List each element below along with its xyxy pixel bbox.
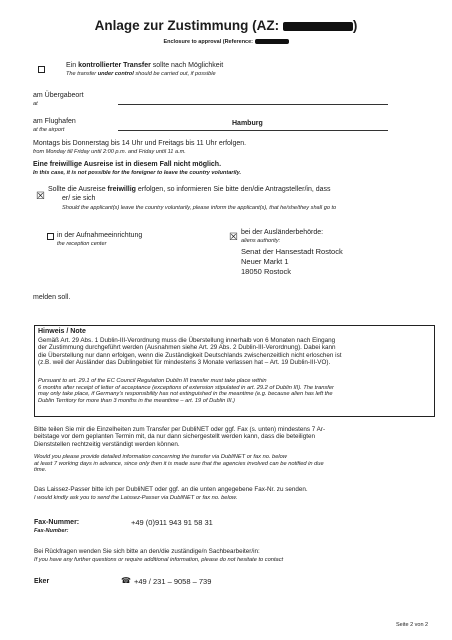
page-number: Seite 2 von 2 [396,622,429,628]
request-en-line: time. [34,467,47,474]
subtitle-text: Enclosure to approval (Reference: [163,39,254,45]
title-text: Anlage zur Zustimmung (AZ: [94,18,280,33]
voluntary-departure-label: Sollte die Ausreise freiwillig erfolgen, so informieren Sie bitte den/die Antragsteller/in, dass [48,186,331,193]
request-de [34,426,436,448]
airport-field[interactable] [118,130,388,131]
address-line: Senat der Hansestadt Rostock [241,247,343,256]
request-de-line: beitstage vor dem geplanten Termin mit, da nur dann sichergestellt werden kann, dass die beteiligten [34,433,315,441]
notice-de [38,337,431,366]
contact-phone: +49 / 231 – 9058 – 739 [134,577,212,586]
notice-heading: Hinweis / Note [38,328,86,335]
inquiry-en: If you have any further questions or require additional information, please do not hesitate to contact [34,557,284,563]
voluntary-departure-checkbox[interactable] [36,186,45,202]
aliens-authority-checkbox[interactable] [229,227,238,245]
request-de-line: Dienststellen rechtzeitig verständigt werden können. [34,440,180,448]
address-line: Neuer Markt 1 [241,257,289,266]
aliens-authority-label: bei der Ausländerbehörde: [241,229,324,236]
aliens-authority-label-en: aliens authority: [241,238,281,244]
redaction-mark [283,22,353,31]
voluntary-departure-label-en: Should the applicant(s) leave the country voluntarily, please inform the applicant(s), that he/she/they shall go to [62,205,337,211]
request-de-line: Bitte teilen Sie mir die Einzelheiten zum Transfer per DubliNET oder ggf. Fax (s. unten) mindestens 7 Ar- [34,426,326,433]
inquiry-de: Bei Rückfragen wenden Sie sich bitte an den/die zuständige/n Sachbearbeiter/in: [34,548,260,555]
notice-de-line: (z.B. weil der Ausländer das Dublingebiet für mindestens 3 Monate verlassen hat – Art. 19 Dublin-III-VO). [38,358,331,366]
voluntary-departure-label-2: er/ sie sich [62,195,96,202]
notice-de-line: der Zustimmung durchgeführt werden (Ausnahmen siehe Art. 29 Abs. 2 Dublin-III-Verordnung). Dabei kann [38,344,336,352]
notice-en-line: 6 months after receipt of letter of acceptance (exceptions of extension stipulated in art. 29.2 of Dublin III). The transfer [38,384,334,391]
authority-address [241,247,343,277]
reception-center-label-en: the reception center [57,241,107,247]
laissez-passer-de: Das Laissez-Passer bitte ich per DubliNET oder ggf. an die unten angegebene Fax-Nr. zu senden. [34,486,308,493]
transfer-point-field[interactable] [118,104,388,105]
request-en-line: Would you please provide detailed information concerning the transfer via DubliNET or fax no. below [34,454,287,460]
controlled-transfer-label: Ein kontrollierter Transfer sollte nach Möglichkeit [66,62,224,69]
checked-x-icon: ☒ [36,191,45,202]
notice-en-line: Pursuant to art. 29.1 of the EC Council Regulation Dublin III transfer must take place within [38,378,267,384]
title-end: ) [352,18,358,33]
phone-icon: ☎ [121,576,131,585]
fax-number: +49 (0)911 943 91 58 31 [131,518,213,527]
laissez-passer-en: I would kindly ask you to send the Laissez-Passer via DubliNET or fax no. below. [34,495,238,501]
request-en-line: at least 7 working days in advance, since only then it is made sure that the agencies involved can be notified in due [34,460,324,467]
contact-name: Eker [34,578,50,585]
transfer-times-en: from Monday till Friday until 2:00 p.m. and Friday until 11 a.m. [33,149,186,155]
airport-label: am Flughafen [33,118,76,125]
page-title [0,18,452,33]
report-text: melden soll. [33,294,71,301]
notice-box [34,325,435,417]
address-line: 18050 Rostock [241,267,292,276]
controlled-transfer-checkbox[interactable] [38,66,45,73]
fax-label-en: Fax-Number: [34,528,69,534]
airport-label-en: at the airport [33,127,65,133]
controlled-transfer-label-en: The transfer under control should be carried out, if possible [66,71,216,77]
notice-en-line: Dublin Territory for more than 3 months in the meantime – art. 19 of Dublin III.) [38,398,236,405]
checked-x-icon: ☒ [229,232,238,243]
transfer-times: Montags bis Donnerstag bis 14 Uhr und Freitags bis 11 Uhr erfolgen. [33,140,247,147]
transfer-point-label-en: at [33,101,38,107]
voluntary-note-en: In this case, it is not possible for the foreigner to leave the country voluntarily. [33,170,242,176]
request-en [34,454,436,474]
redaction-mark-small [255,39,289,44]
reception-center-label: in der Aufnahmeeinrichtung [57,232,143,239]
voluntary-note: Eine freiwillige Ausreise ist in diesem Fall nicht möglich. [33,161,222,168]
reception-center-checkbox[interactable] [47,233,54,240]
transfer-point-label: am Übergabeort [33,92,84,99]
notice-de-line: Gemäß Art. 29 Abs. 1 Dublin-III-Verordnung muss die Überstellung innerhalb von 6 Monaten nach Eingang [38,337,336,344]
notice-en [38,378,431,405]
page-subtitle [0,39,452,45]
notice-en-line: may only take place, if Germany’s responsibility has not extinguished in the meantime (e.g. because alien has left the [38,391,333,398]
notice-de-line: die Überstellung nur dann erfolgen, wenn die Zuständigkeit Deutschlands zwischenzeitlich nicht erloschen ist [38,351,342,359]
airport-value: Hamburg [232,120,263,127]
fax-label: Fax-Nummer: [34,519,80,526]
